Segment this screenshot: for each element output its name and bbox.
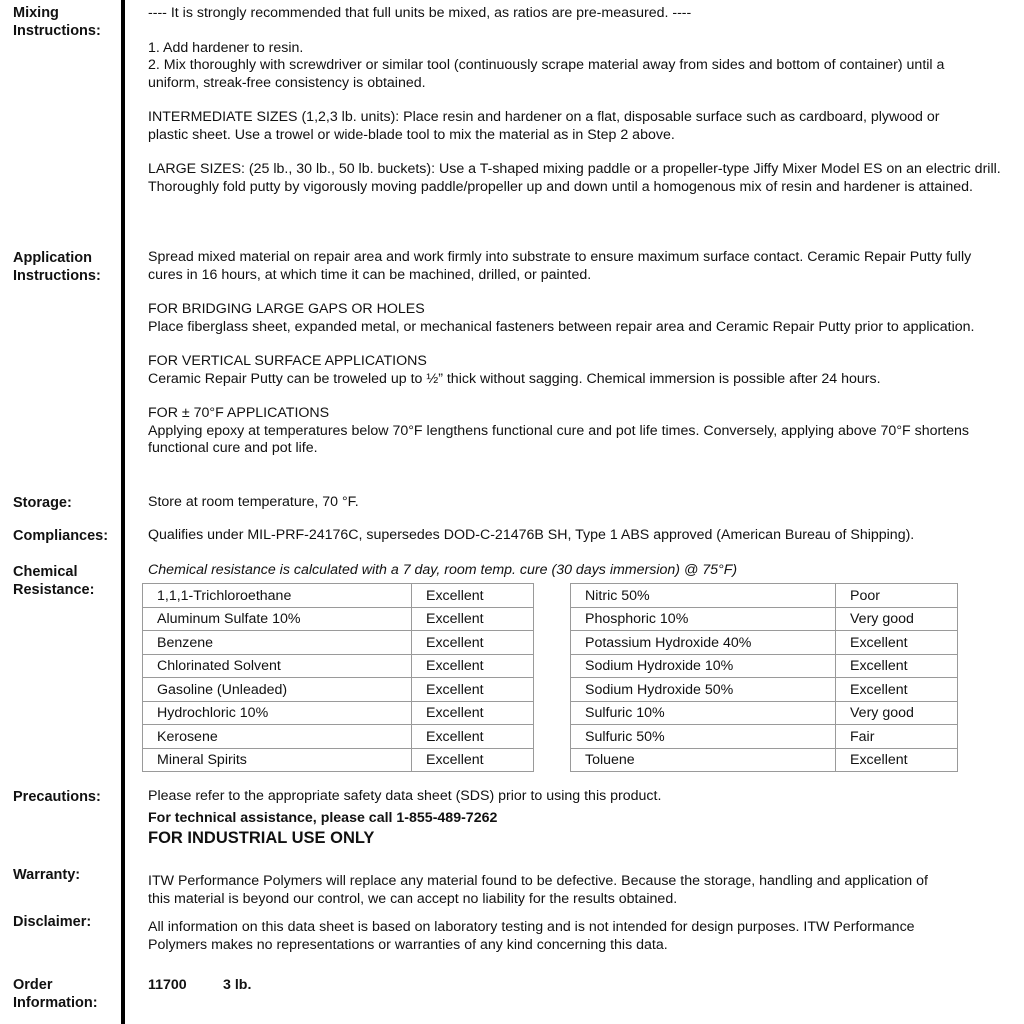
industrial-use-notice: FOR INDUSTRIAL USE ONLY	[148, 829, 375, 847]
table-row	[143, 607, 534, 631]
technical-assistance: For technical assistance, please call 1-855-489-7262	[148, 809, 498, 826]
chemical-resistance-table-left	[142, 583, 534, 772]
bridging-heading: FOR BRIDGING LARGE GAPS OR HOLES	[148, 301, 425, 317]
table-row	[143, 678, 534, 702]
chemical-name: Mineral Spirits	[143, 748, 412, 772]
chemical-name: Sodium Hydroxide 10%	[571, 654, 836, 678]
table-row	[143, 725, 534, 749]
chemical-rating: Fair	[836, 725, 958, 749]
application-label: Application Instructions:	[13, 250, 101, 284]
warranty-text: ITW Performance Polymers will replace any material found to be defective. Because the storage, handling and application of this material is beyond our control, we can accept no liability for the results obtained.	[148, 873, 928, 907]
precautions-text: Please refer to the appropriate safety data sheet (SDS) prior to using this product.	[148, 788, 662, 804]
chemical-rating: Very good	[836, 701, 958, 725]
table-row	[571, 607, 958, 631]
chemical-resistance-label: Chemical Resistance:	[13, 564, 95, 598]
chemical-name: Gasoline (Unleaded)	[143, 678, 412, 702]
chemical-rating: Excellent	[836, 654, 958, 678]
mixing-instructions	[148, 5, 1018, 196]
storage-label: Storage:	[13, 495, 72, 511]
chemical-rating: Excellent	[412, 584, 534, 608]
warranty-label: Warranty:	[13, 867, 81, 883]
chemical-name: Aluminum Sulfate 10%	[143, 607, 412, 631]
order-information-label: Order Information:	[13, 977, 98, 1011]
table-row	[571, 748, 958, 772]
chemical-rating: Very good	[836, 607, 958, 631]
chemical-name: Toluene	[571, 748, 836, 772]
chemical-rating: Excellent	[412, 748, 534, 772]
table-row	[143, 584, 534, 608]
chemical-resistance-table-right	[570, 583, 958, 772]
table-row	[143, 631, 534, 655]
table-row	[143, 654, 534, 678]
chemical-name: Chlorinated Solvent	[143, 654, 412, 678]
chemical-rating: Excellent	[412, 701, 534, 725]
compliances-text: Qualifies under MIL-PRF-24176C, supersedes DOD-C-21476B SH, Type 1 ABS approved (American Bureau of Shipping).	[148, 527, 915, 543]
chemical-name: Potassium Hydroxide 40%	[571, 631, 836, 655]
bridging-text: Place fiberglass sheet, expanded metal, or mechanical fasteners between repair area and Ceramic Repair Putty prior to application.	[148, 318, 975, 335]
table-row	[571, 584, 958, 608]
chemical-rating: Excellent	[412, 725, 534, 749]
mixing-step-1: 1. Add hardener to resin.	[148, 39, 304, 56]
chemical-rating: Excellent	[412, 678, 534, 702]
mixing-step-2: 2. Mix thoroughly with screwdriver or similar tool (continuously scrape material away from sides and bottom of container) until a uniform, streak-free consistency is obtained.	[148, 57, 945, 91]
table-row	[571, 631, 958, 655]
order-part-number: 11700	[148, 977, 187, 993]
chemical-name: Sulfuric 50%	[571, 725, 836, 749]
order-size: 3 lb.	[223, 977, 252, 993]
application-intro: Spread mixed material on repair area and work firmly into substrate to ensure maximum surface contact. Ceramic Repair Putty fully cures in 16 hours, at which time it can be machined, drilled, or painted.	[148, 249, 972, 283]
chemical-name: Sodium Hydroxide 50%	[571, 678, 836, 702]
disclaimer-text: All information on this data sheet is based on laboratory testing and is not intended for design purposes. ITW Performance Polymers makes no representations or warranties of any kind concerning this data.	[148, 919, 915, 953]
chemical-name: Hydrochloric 10%	[143, 701, 412, 725]
chemical-rating: Excellent	[836, 678, 958, 702]
chemical-name: Nitric 50%	[571, 584, 836, 608]
order-information	[148, 977, 1018, 995]
chemical-rating: Poor	[836, 584, 958, 608]
table-row	[571, 678, 958, 702]
temp-text: Applying epoxy at temperatures below 70°F lengthens functional cure and pot life times. Conversely, applying above 70°F shortens functional cure and pot life.	[148, 422, 970, 456]
table-row	[143, 701, 534, 725]
vertical-heading: FOR VERTICAL SURFACE APPLICATIONS	[148, 353, 427, 369]
precautions-label: Precautions:	[13, 789, 101, 805]
mixing-label: Mixing Instructions:	[13, 5, 101, 39]
chemical-name: Kerosene	[143, 725, 412, 749]
chemical-rating: Excellent	[836, 748, 958, 772]
mixing-large-sizes: LARGE SIZES: (25 lb., 30 lb., 50 lb. buckets): Use a T-shaped mixing paddle or a propeller-type Jiffy Mixer Model ES on an electric drill. Thoroughly fold putty by vigorously moving paddle/propeller up and down until a homogenous mix of resin and hardener is attained.	[148, 161, 1001, 195]
chemical-rating: Excellent	[412, 654, 534, 678]
precautions-block	[148, 788, 1018, 849]
table-row	[571, 654, 958, 678]
mixing-intro: ---- It is strongly recommended that full units be mixed, as ratios are pre-measured. ----	[148, 5, 692, 21]
chemical-rating: Excellent	[836, 631, 958, 655]
table-row	[143, 748, 534, 772]
chemical-name: Sulfuric 10%	[571, 701, 836, 725]
table-row	[571, 701, 958, 725]
storage-text: Store at room temperature, 70 °F.	[148, 494, 359, 510]
compliances-label: Compliances:	[13, 528, 109, 544]
application-instructions	[148, 249, 1018, 458]
table-row	[571, 725, 958, 749]
chemical-resistance-note: Chemical resistance is calculated with a 7 day, room temp. cure (30 days immersion) @ 75°F)	[148, 562, 738, 578]
disclaimer-label: Disclaimer:	[13, 914, 92, 930]
chemical-name: Benzene	[143, 631, 412, 655]
mixing-intermediate-sizes: INTERMEDIATE SIZES (1,2,3 lb. units): Place resin and hardener on a flat, disposable surface such as cardboard, plywood or plastic sheet. Use a trowel or wide-blade tool to mix the material as in Step 2 above.	[148, 109, 940, 143]
chemical-name: 1,1,1-Trichloroethane	[143, 584, 412, 608]
section-divider-bar	[121, 0, 125, 1024]
chemical-name: Phosphoric 10%	[571, 607, 836, 631]
vertical-text: Ceramic Repair Putty can be troweled up to ½” thick without sagging. Chemical immersion is possible after 24 hours.	[148, 370, 881, 387]
chemical-rating: Excellent	[412, 631, 534, 655]
chemical-rating: Excellent	[412, 607, 534, 631]
temp-heading: FOR ± 70°F APPLICATIONS	[148, 405, 330, 421]
